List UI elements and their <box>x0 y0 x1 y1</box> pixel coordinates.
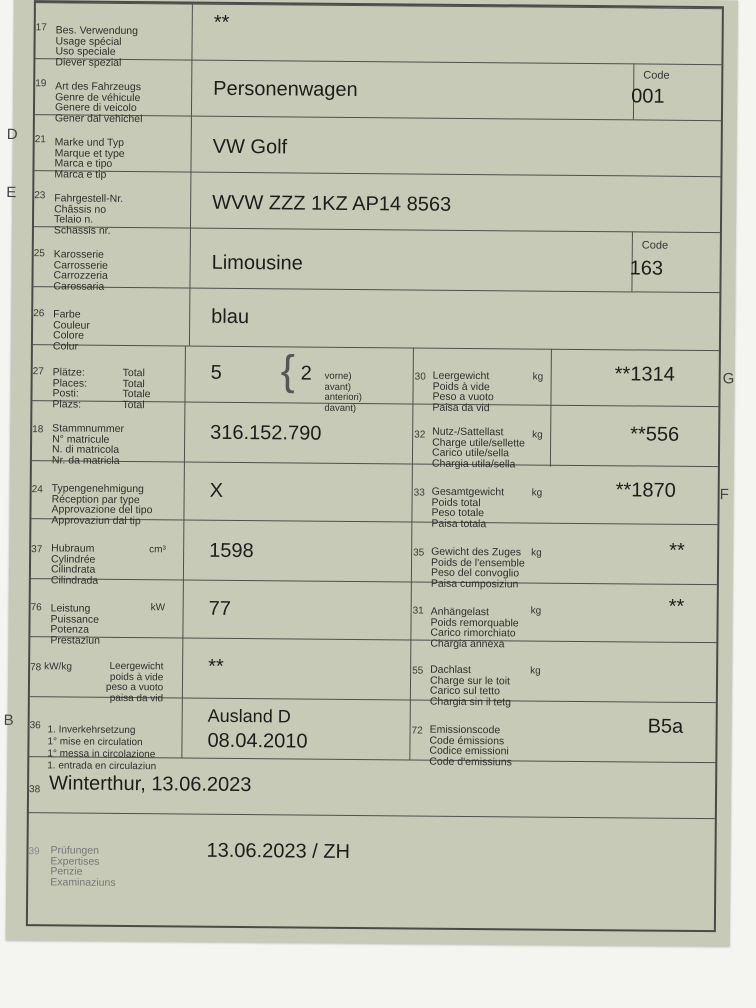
side-marker: E <box>6 183 17 202</box>
field-number: 24 <box>31 484 43 496</box>
side-marker: F <box>719 486 729 504</box>
unit-kg: kg <box>530 605 542 617</box>
vehicle-kind-value: Personenwagen <box>213 77 358 102</box>
code-label: Code <box>643 69 670 82</box>
field-label-total-weight: Gesamtgewicht Poids total Peso totale Paisa totala <box>431 485 505 530</box>
field-label-seats-total: Total Total Totale Total <box>122 366 151 411</box>
field-number: 18 <box>32 424 44 436</box>
field-number: 38 <box>29 784 41 796</box>
field-label-payload: Nutz-/Sattellast Charge utile/sellette Carico utile/sella Chargia utila/sella <box>431 425 525 470</box>
field-label-power: Leistung Puissance Potenza Prestaziun <box>50 602 101 647</box>
field-label-make: Marke und Typ Marque et type Marca e tipo Marca e tip <box>54 136 125 181</box>
unit-kw: kW <box>150 602 166 614</box>
field-number: 30 <box>414 371 426 383</box>
type-approval-value: X <box>209 479 224 502</box>
unit-cm3: cm³ <box>149 544 166 556</box>
field-label-roof-load: Dachlast Charge sur le toit Carico sul tetto Chargia sin il tetg <box>429 663 512 708</box>
unit-kg: kg <box>531 487 543 499</box>
body-code: 163 <box>629 257 664 280</box>
field-number: 55 <box>412 665 424 677</box>
unit-kg: kg <box>532 371 544 383</box>
field-label-type-approval: Typengenehmigung Réception par type Approvazione del tipo Approvaziun dal tip <box>51 482 153 527</box>
payload-value: **556 <box>630 423 680 446</box>
inspection-value: 13.06.2023 / ZH <box>206 839 351 863</box>
field-label-trailer-load: Anhängelast Poids remorquable Carico rimorchiato Chargia annexa <box>430 605 519 650</box>
field-label-colour: Farbe Couleur Colore Colur <box>52 308 90 353</box>
side-marker: D <box>6 125 18 144</box>
field-label-base-number: Stammnummer N° matricule N. di matricola Nr. da matricla <box>51 422 125 467</box>
unit-kg: kg <box>532 429 543 441</box>
seats-value: 5 <box>210 361 222 384</box>
empty-weight-value: **1314 <box>614 363 675 386</box>
field-label-body: Karosserie Carrosserie Carrozzeria Carossaria <box>53 248 108 293</box>
usage-value: ** <box>213 11 230 34</box>
power-weight-value: ** <box>208 655 224 678</box>
chassis-value: WVW ZZZ 1KZ AP14 8563 <box>212 191 452 216</box>
brace-icon: { <box>280 346 295 394</box>
field-number: 39 <box>28 846 40 858</box>
field-number: 19 <box>35 78 47 90</box>
field-label-seats: Plätze: Places: Posti: Plazs: <box>52 366 88 411</box>
side-marker: B <box>3 711 14 730</box>
field-number: 21 <box>34 134 46 146</box>
unit-kg: kg <box>531 547 542 559</box>
train-weight-value: ** <box>669 539 685 562</box>
field-number: 36 <box>29 720 41 732</box>
field-label-vehicle-kind: Art des Fahrzeugs Genre de véhicule Genere di veicolo Gener dal vehichel <box>54 80 143 125</box>
field-number: 26 <box>33 308 45 320</box>
field-label-usage: Bes. Verwendung Usage spécial Uso speciale Diever spezial <box>55 24 139 69</box>
field-number: 31 <box>412 605 424 617</box>
field-number: 33 <box>413 487 425 499</box>
code-label: Code <box>641 239 669 252</box>
make-value: VW Golf <box>212 135 288 159</box>
field-label-inspections: Prüfungen Expertises Perizie Examinaziuns <box>50 844 116 889</box>
field-number: 72 <box>411 725 423 737</box>
front-seats-label: vorne) avant) anteriori) davant) <box>324 370 363 414</box>
unit-kw-kg: kW/kg <box>44 661 72 673</box>
emission-code-value: B5a <box>647 715 684 738</box>
colour-value: blau <box>211 305 250 329</box>
side-marker: G <box>722 370 735 388</box>
field-number: 76 <box>30 602 42 614</box>
issue-place-date: Winterthur, 13.06.2023 <box>49 772 252 797</box>
field-number: 37 <box>31 544 43 556</box>
power-value: 77 <box>208 597 231 620</box>
field-label-chassis: Fahrgestell-Nr. Châssis no Telaio n. Schassis nr. <box>53 192 124 237</box>
field-number: 23 <box>34 190 46 202</box>
field-label-power-weight: Leergewicht poids à vide peso a vuoto paisa da vid <box>105 660 164 704</box>
field-label-displacement: Hubraum Cylindrée Cilindrata Cilindrada <box>50 542 99 587</box>
field-number: 25 <box>33 248 45 260</box>
front-seats-value: 2 <box>300 362 312 385</box>
registration-document <box>3 0 738 946</box>
field-number: 35 <box>413 547 425 559</box>
field-number: 32 <box>414 429 426 441</box>
displacement-value: 1598 <box>209 539 254 563</box>
first-registration-date: 08.04.2010 <box>207 729 308 753</box>
field-label-emission-code: Emissionscode Code émissions Codice emissioni Code d'emissiuns <box>429 723 512 768</box>
field-label-train-weight: Gewicht des Zuges Poids de l'ensemble Peso del convoglio Paisa cumposiziun <box>430 545 525 590</box>
first-registration-place: Ausland D <box>207 705 291 727</box>
base-number-value: 316.152.790 <box>210 421 322 445</box>
field-number: 27 <box>32 366 44 378</box>
field-label-first-registration: 1. Inverkehrsetzung 1° mise en circulation 1° messa in circolazione 1. entrada en circulaziun <box>47 724 157 773</box>
vehicle-kind-code: 001 <box>631 85 665 108</box>
body-value: Limousine <box>211 251 303 275</box>
unit-kg: kg <box>530 665 541 677</box>
field-number: 17 <box>35 22 47 34</box>
total-weight-value: **1870 <box>615 479 676 502</box>
field-label-empty-weight: Leergewicht Poids à vide Peso a vuoto Paisa da vid <box>432 369 494 414</box>
trailer-load-value: ** <box>668 595 685 618</box>
field-number: 78 <box>30 662 42 674</box>
